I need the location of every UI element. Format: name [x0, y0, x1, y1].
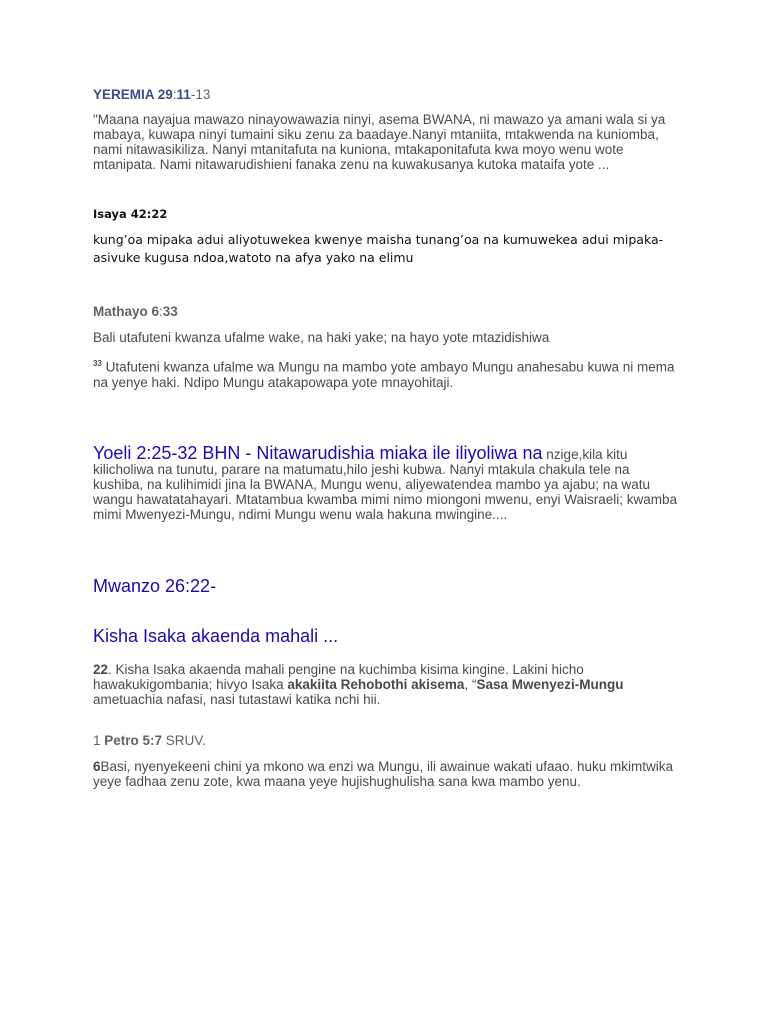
yeremia-ref-verse: 11 [176, 87, 191, 102]
isaya-reference: Isaya 42:22 [93, 207, 168, 221]
mathayo-text-2 [93, 356, 683, 390]
mwanzo-verse-number: 22 [93, 662, 109, 677]
mwanzo-text-3: ametuachia nafasi, nasi tutastawi katika nchi hii. [93, 692, 381, 707]
isaya-text: kung’oa mipaka adui aliyotuwekea kwenye maisha tunang’oa na kumuwekea adui mipaka- asivuke kugusa ndoa,watoto na afya yako na elimu [93, 232, 664, 265]
mathayo-ref-book: Mathayo 6 [93, 304, 160, 319]
yoeli-text: nzige,kila kitu kilicholiwa na tunutu, parare na matumatu,hilo jeshi kubwa. Nanyi mtakula chakula tele na kushiba, na kulihimidi jina la BWANA, Mungu wenu, aliyewatendea mambo ya ajabu; na watu wangu hawatatahayari. Mtatambua kwamba mimi nimo miongoni mwenu, enyi Waisraeli; kwamba mimi Mwenyezi-Mungu, ndimi Mungu wenu wala hakuna mwingine.... [93, 447, 678, 522]
mwanzo-text-2: , “ [464, 677, 477, 692]
mwanzo-bold-1: akakiita Rehobothi akisema [287, 677, 465, 692]
yeremia-reference [93, 87, 683, 103]
yoeli-block [93, 443, 683, 522]
mathayo-ref-colon: : [159, 304, 163, 319]
mwanzo-text-1: . Kisha Isaka akaenda mahali pengine na kuchimba kisima kingine. Lakini hicho hawakukigombania; hivyo Isaka [93, 662, 584, 692]
petro-verse-number: 6 [93, 759, 101, 774]
yeremia-ref-colon: : [172, 87, 177, 102]
mathayo-verse-text: Utafuteni kwanza ufalme wa Mungu na mambo yote ambayo Mungu anahesabu kuwa ni mema na yenye haki. Ndipo Mungu atakapowapa yote mnayohitaji. [93, 359, 675, 390]
yeremia-text: "Maana nayajua mawazo ninayowawazia ninyi, asema BWANA, ni mawazo ya amani wala si ya mabaya, kuwapa ninyi tumaini siku zenu za baadaye.Nanyi mtaniita, mtakwenda na kuniomba, nami nitawasikiliza. Nanyi mtanitafuta na kuniona, mtakaponitafuta kwa moyo wenu wote mtanipata. Nami nitawarudishieni fanaka zenu na kuwakusanya kutoka mataifa yote ... [93, 112, 666, 172]
petro-ref-bold: Petro 5:7 [104, 733, 163, 748]
mathayo-ref-verse: 33 [162, 304, 178, 319]
mwanzo-text [93, 662, 683, 707]
petro-verse-text: Basi, nyenyekeeni chini ya mkono wa enzi wa Mungu, ili awainue wakati ufaao. huku mkimtwika yeye fadhaa zenu zote, kwa maana yeye hujishughulisha sana kwa mambo yenu. [93, 759, 674, 789]
yeremia-ref-book: YEREMIA 29 [93, 87, 173, 102]
mathayo-reference [93, 304, 683, 320]
mwanzo-subtitle: Kisha Isaka akaenda mahali ... [93, 626, 339, 646]
yoeli-title: Yoeli 2:25-32 BHN - Nitawarudishia miaka ile iliyoliwa na [93, 443, 543, 463]
petro-ref-num: 1 [93, 733, 105, 748]
yeremia-ref-rest: -13 [190, 87, 211, 102]
mwanzo-bold-2: Sasa Mwenyezi-Mungu [476, 677, 624, 692]
petro-reference [93, 733, 683, 749]
mathayo-text-1: Bali utafuteni kwanza ufalme wake, na haki yake; na hayo yote mtazidishiwa [93, 330, 550, 345]
petro-ref-rest: SRUV. [162, 733, 206, 748]
petro-text [93, 759, 683, 789]
mwanzo-title: Mwanzo 26:22- [93, 576, 217, 596]
mathayo-verse-number: 33 [93, 359, 102, 368]
